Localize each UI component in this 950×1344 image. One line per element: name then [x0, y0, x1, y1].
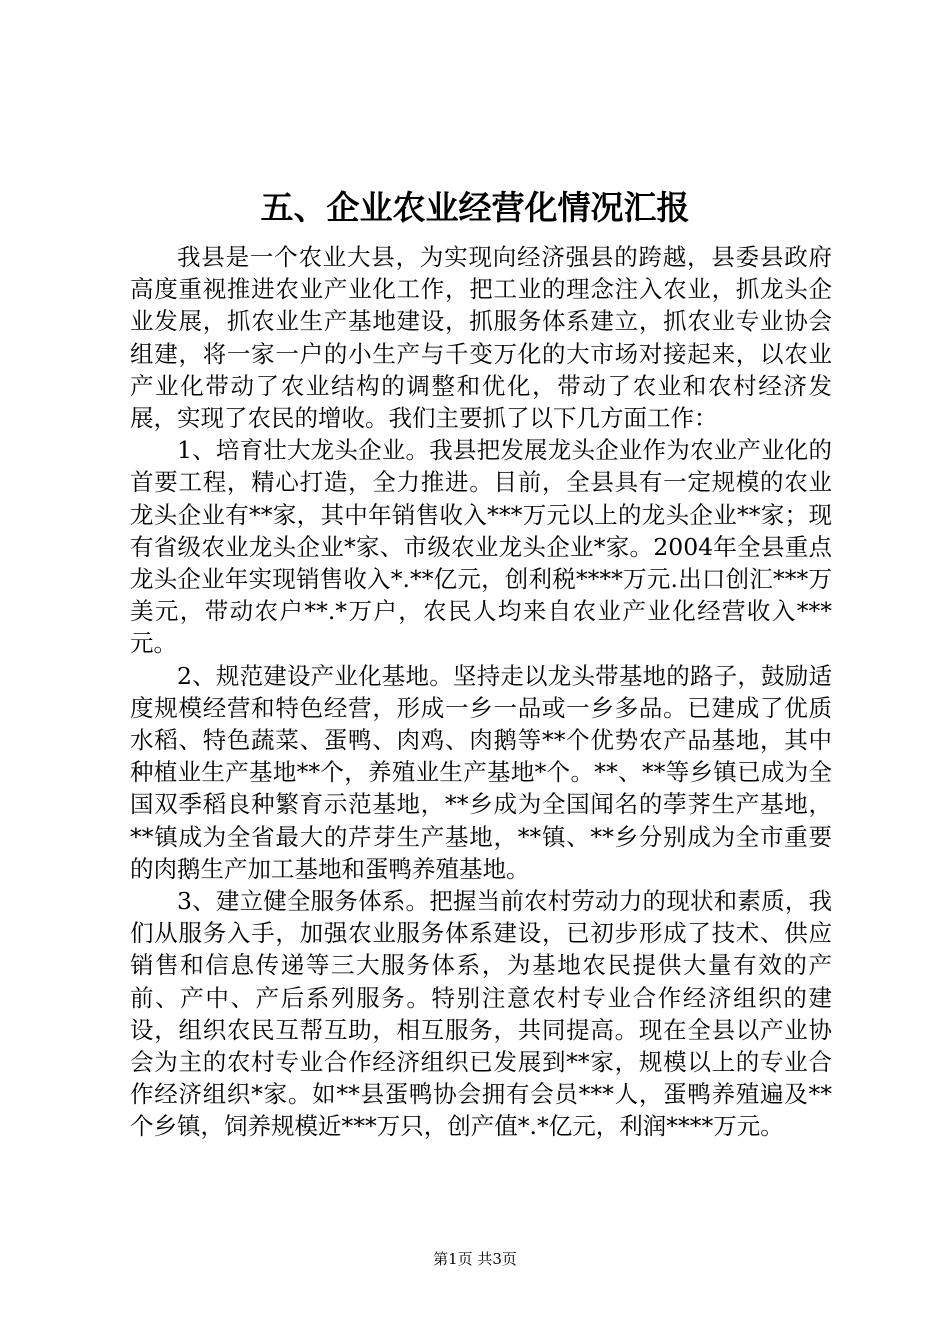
paragraph-production-bases: 2、规范建设产业化基地。坚持走以龙头带基地的路子，鼓励适度规模经营和特色经营，形成一乡一品或一乡多品。已建成了优质水稻、特色蔬菜、蛋鸭、肉鸡、肉鹅等**个优势农产品基地，其中种植业生产基地**个，养殖业生产基地*个。**、**等乡镇已成为全国双季稻良种繁育示范基地，**乡成为全国闻名的荸荠生产基地，**镇成为全省最大的芹芽生产基地，**镇、**乡分别成为全市重要的肉鹅生产加工基地和蛋鸭养殖基地。 [130, 661, 832, 883]
page-number-footer: 第1页 共3页 [433, 1250, 517, 1268]
document-body [130, 241, 832, 1143]
paragraph-service-system: 3、建立健全服务体系。把握当前农村劳动力的现状和素质，我们从服务入手，加强农业服务体系建设，已初步形成了技术、供应销售和信息传递等三大服务体系，为基地农民提供大量有效的产前、产中、产后系列服务。特别注意农村专业合作经济组织的建设，组织农民互帮互助，相互服务，共同提高。现在全县以产业协会为主的农村专业合作经济组织已发展到**家，规模以上的专业合作经济组织*家。如**县蛋鸭协会拥有会员***人，蛋鸭养殖遍及**个乡镇，饲养规模近***万只，创产值*.*亿元，利润****万元。 [130, 887, 832, 1141]
document-title: 五、企业农业经营化情况汇报 [260, 188, 690, 227]
paragraph-intro: 我县是一个农业大县，为实现向经济强县的跨越，县委县政府高度重视推进农业产业化工作，把工业的理念注入农业，抓龙头企业发展，抓农业生产基地建设，抓服务体系建立，抓农业专业协会组建，将一家一户的小生产与千变万化的大市场对接起来，以农业产业化带动了农业结构的调整和优化，带动了农业和农村经济发展，实现了农民的增收。我们主要抓了以下几方面工作： [130, 243, 832, 433]
paragraph-leading-enterprises: 1、培育壮大龙头企业。我县把发展龙头企业作为农业产业化的首要工程，精心打造，全力推进。目前，全县具有一定规模的农业龙头企业有**家，其中年销售收入***万元以上的龙头企业**家；现有省级农业龙头企业*家、市级农业龙头企业*家。2004年全县重点龙头企业年实现销售收入*.**亿元，创利税****万元.出口创汇***万美元，带动农户**.*万户，农民人均来自农业产业化经营收入***元。 [130, 436, 832, 658]
